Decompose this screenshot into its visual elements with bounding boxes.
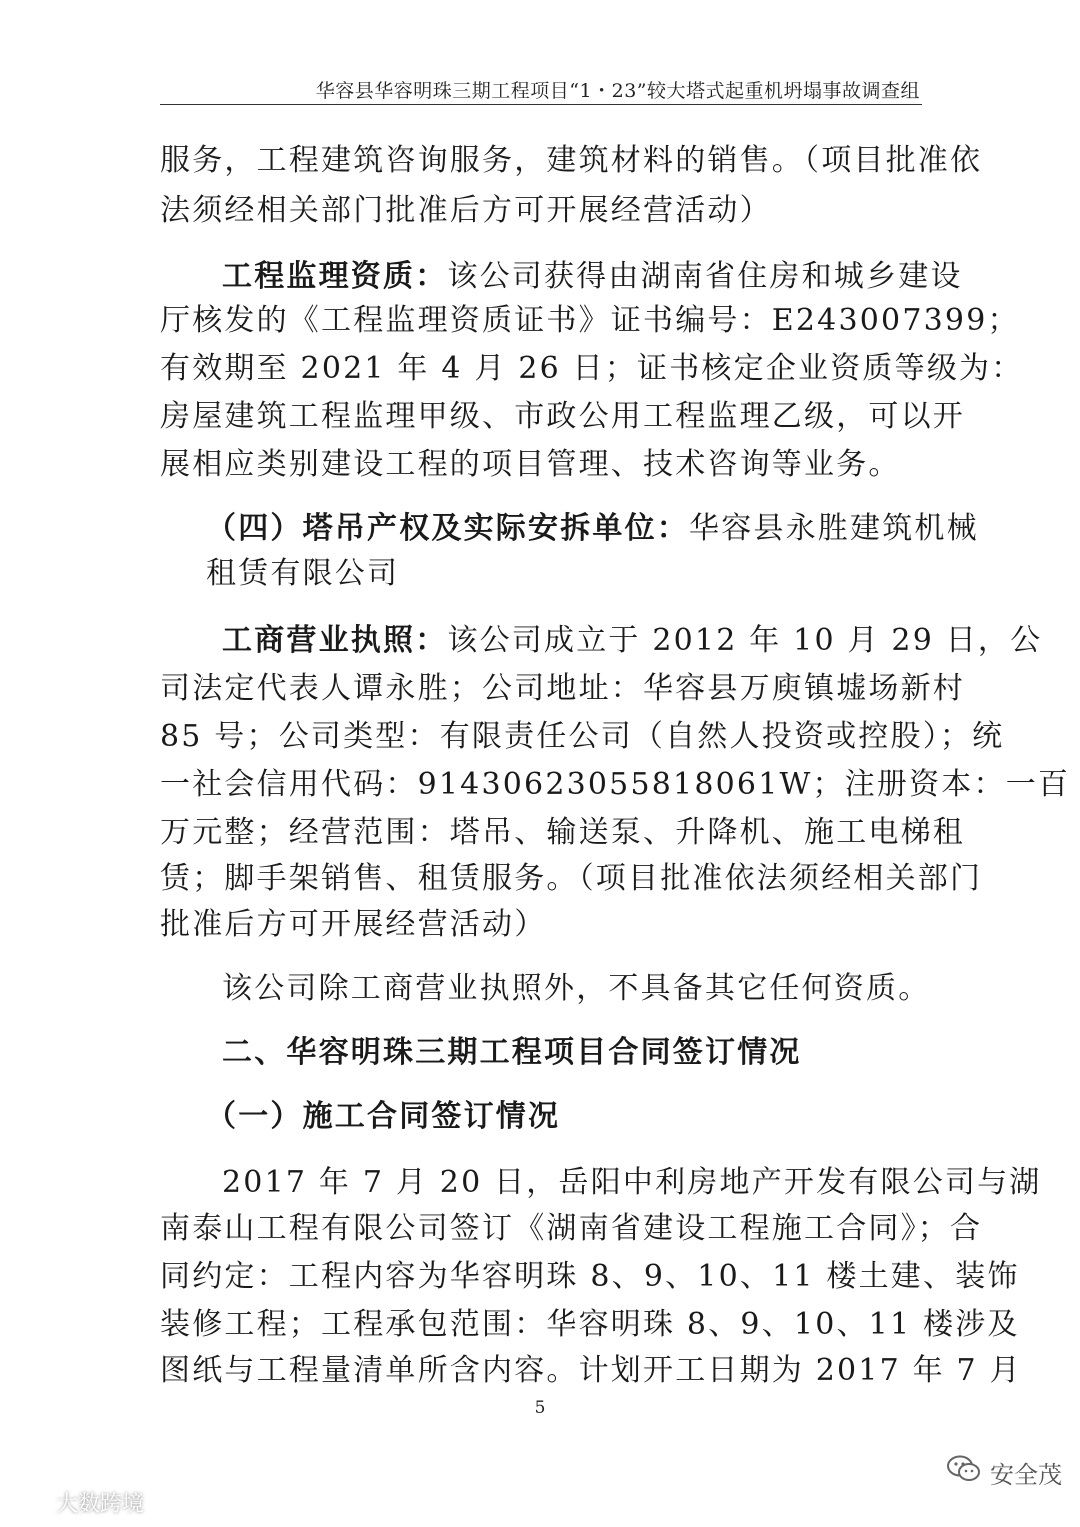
paragraph-line: 图纸与工程量清单所含内容。计划开工日期为 2017 年 7 月 xyxy=(160,1353,1022,1388)
paragraph-line: 展相应类别建设工程的项目管理、技术咨询等业务。 xyxy=(160,447,901,482)
section-heading: 二、华容明珠三期工程项目合同签订情况 xyxy=(222,1035,802,1070)
camera-icon xyxy=(10,1486,50,1518)
paragraph-line: 服务，工程建筑咨询服务，建筑材料的销售。（项目批准依 xyxy=(160,143,983,178)
watermark-left-text: 大数跨境 xyxy=(56,1491,145,1517)
inline-text: 该公司获得由湖南省住房和城乡建设 xyxy=(447,259,963,294)
header-rule xyxy=(160,104,922,105)
watermark-right-text: 安全茂 xyxy=(990,1460,1062,1489)
paragraph-line: 厅核发的《工程监理资质证书》证书编号：E243007399； xyxy=(160,303,1020,338)
paragraph-line: 赁；脚手架销售、租赁服务。（项目批准依法须经相关部门 xyxy=(160,861,983,896)
running-header: 华容县华容明珠三期工程项目“1・23”较大塔式起重机坍塌事故调查组 xyxy=(315,80,920,102)
paragraph-line: 房屋建筑工程监理甲级、市政公用工程监理乙级，可以开 xyxy=(160,399,965,434)
watermark-left xyxy=(10,1486,144,1518)
paragraph-line: 2017 年 7 月 20 日，岳阳中利房地产开发有限公司与湖 xyxy=(222,1165,1042,1200)
inline-label: 工程监理资质： xyxy=(222,259,448,294)
paragraph-line: 批准后方可开展经营活动） xyxy=(160,907,547,942)
paragraph-line: 万元整；经营范围：塔吊、输送泵、升降机、施工电梯租 xyxy=(160,815,965,850)
paragraph-line: 南泰山工程有限公司签订《湖南省建设工程施工合同》；合 xyxy=(160,1211,983,1246)
page-number: 5 xyxy=(534,1398,546,1418)
paragraph-line xyxy=(222,620,1043,662)
paragraph-line: 法须经相关部门批准后方可开展经营活动） xyxy=(160,193,772,228)
inline-text: 该公司成立于 2012 年 10 月 29 日，公 xyxy=(447,623,1043,658)
paragraph-line xyxy=(222,256,963,298)
paragraph-line: 装修工程；工程承包范围：华容明珠 8、9、10、11 楼涉及 xyxy=(160,1307,1020,1342)
paragraph-line: 该公司除工商营业执照外，不具备其它任何资质。 xyxy=(222,971,931,1006)
paragraph-line: 司法定代表人谭永胜；公司地址：华容县万庾镇墟场新村 xyxy=(160,671,965,706)
section-heading-label: （四）塔吊产权及实际安拆单位： xyxy=(206,511,689,546)
paragraph-line: 同约定：工程内容为华容明珠 8、9、10、11 楼土建、装饰 xyxy=(160,1259,1020,1294)
watermark-right xyxy=(946,1452,1062,1492)
inline-text: 华容县永胜建筑机械 xyxy=(689,511,979,546)
paragraph-line: 租赁有限公司 xyxy=(206,556,400,591)
section-heading-line xyxy=(206,508,979,550)
paragraph-line: 85 号；公司类型：有限责任公司（自然人投资或控股）；统 xyxy=(160,719,1005,754)
subsection-heading: （一）施工合同签订情况 xyxy=(206,1099,561,1134)
wechat-icon xyxy=(946,1454,982,1490)
paragraph-line: 有效期至 2021 年 4 月 26 日；证书核定企业资质等级为： xyxy=(160,351,1024,386)
inline-label: 工商营业执照： xyxy=(222,623,448,658)
paragraph-line: 一社会信用代码：91430623055818061W；注册资本：一百 xyxy=(160,767,1071,802)
